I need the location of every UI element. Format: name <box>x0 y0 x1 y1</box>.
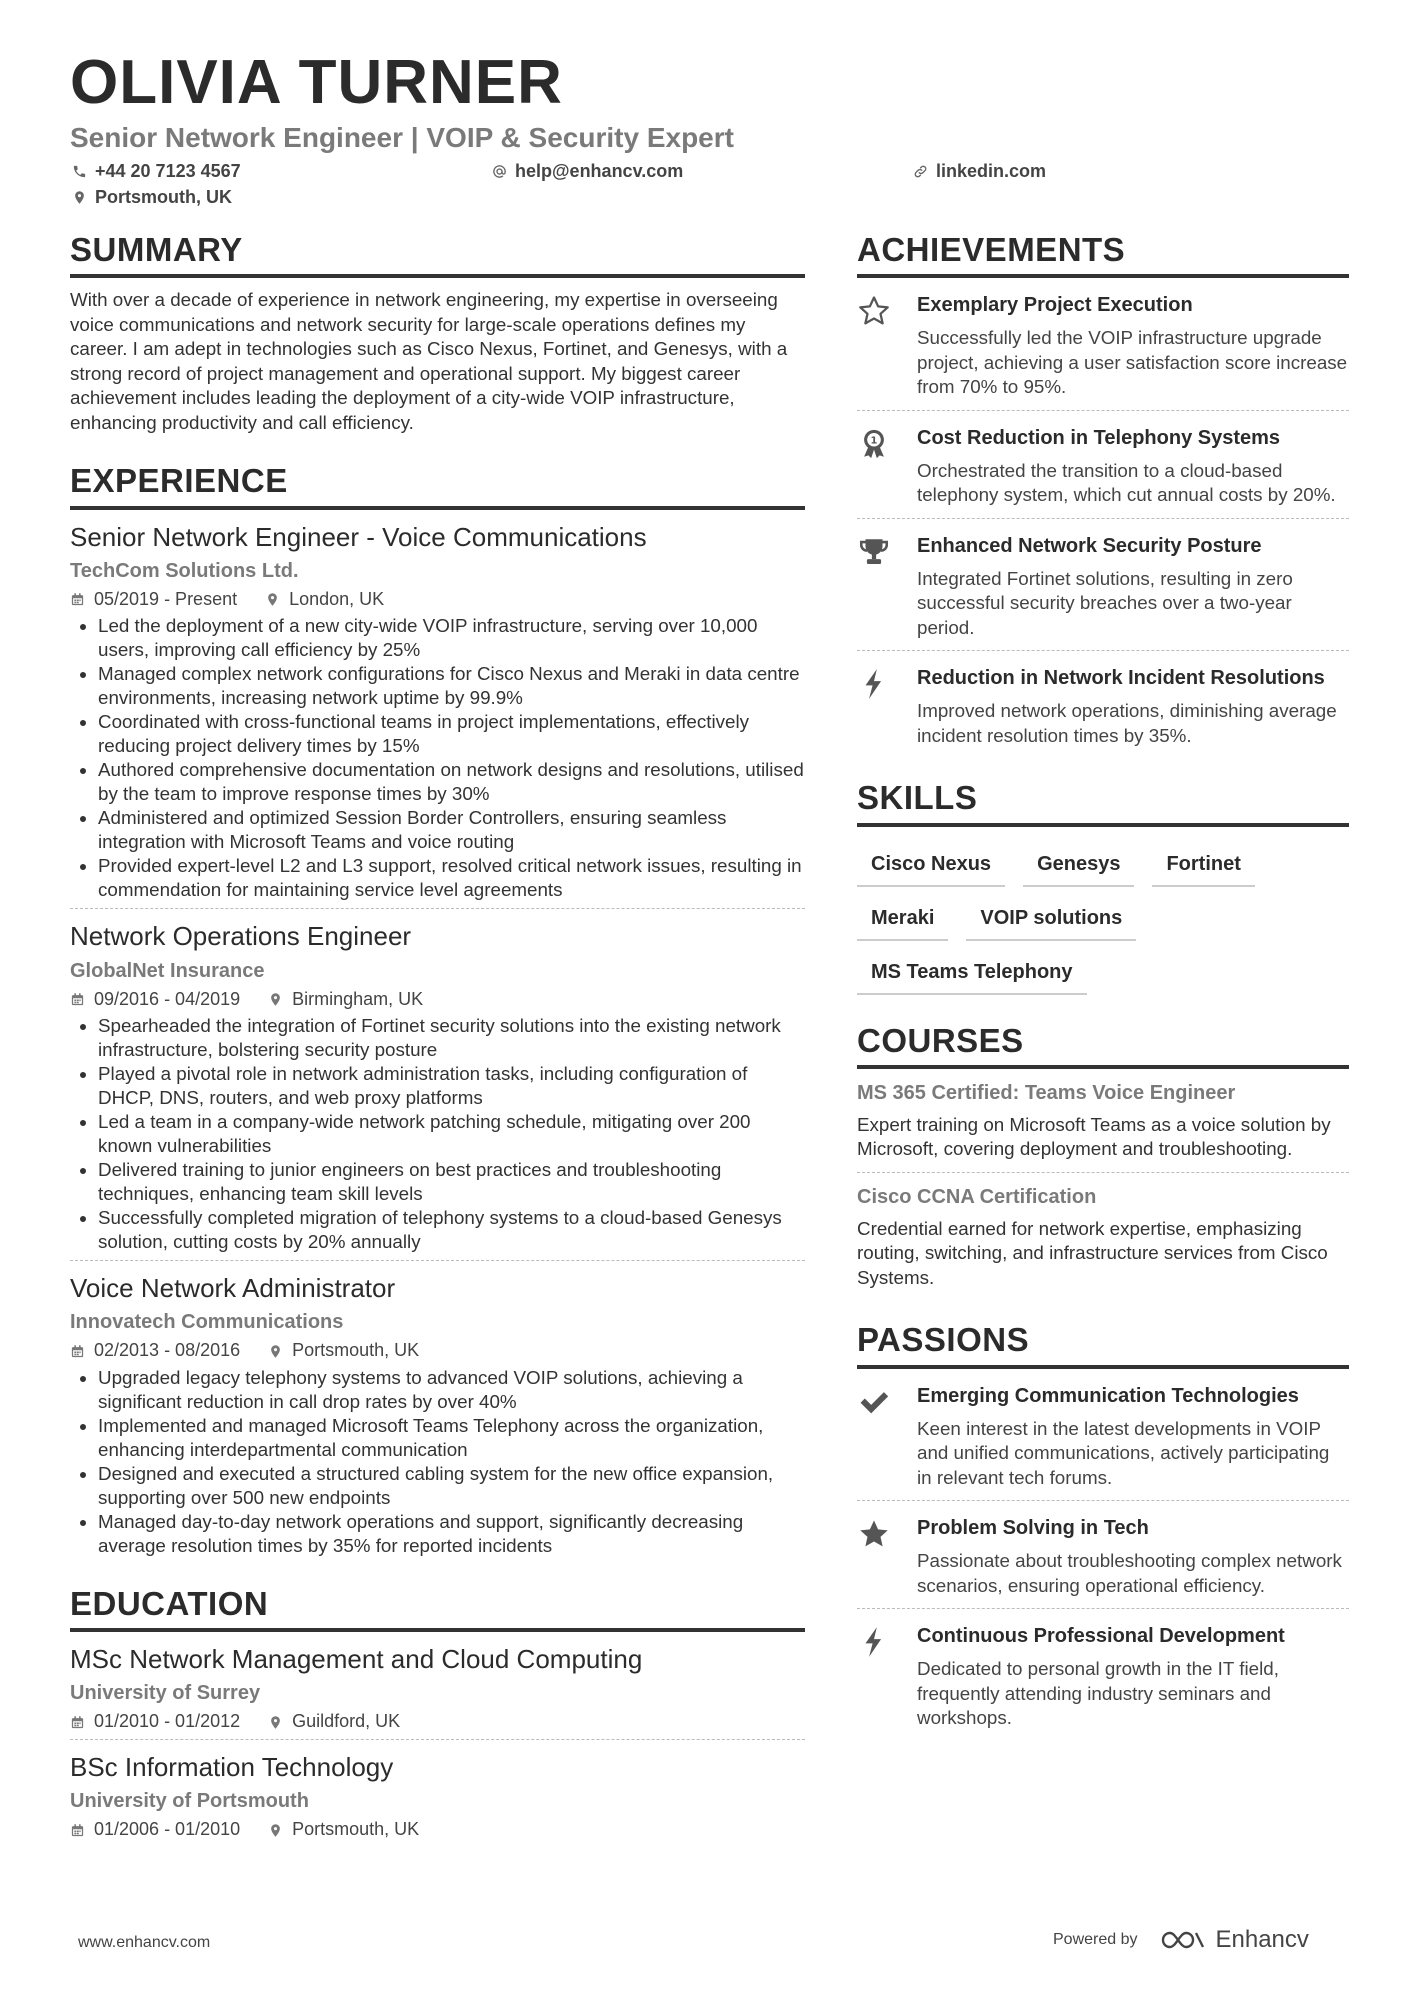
item-title: Cost Reduction in Telephony Systems <box>917 426 1281 449</box>
summary-text: With over a decade of experience in network engineering, my expertise in overseeing voice communications and network security for large-scale operations defines my career. I am adept in technologies such as Cisco Nexus, Fortinet, and Genesys, with a strong record of project management and operational support. My biggest career achievement includes leading the deployment of a city-wide VOIP infrastructure, enhancing productivity and call efficiency. <box>70 289 788 433</box>
courses-list <box>857 1069 1349 1301</box>
candidate-headline: Senior Network Engineer | VOIP & Security Expert <box>70 122 734 153</box>
item-title: Emerging Communication Technologies <box>917 1384 1299 1407</box>
phone-icon <box>72 164 87 179</box>
item-description: Keen interest in the latest developments in VOIP and unified communications, actively participating in relevant tech forums. <box>917 1417 1330 1488</box>
education-title: EDUCATION <box>70 1586 805 1632</box>
course-item <box>857 1069 1349 1173</box>
item-icon <box>857 1515 901 1598</box>
bullet-item: • Designed and executed a structured cabling system for the new office expansion, supporting over 500 new endpoints <box>98 1462 805 1510</box>
skill-tag: MS Teams Telephony <box>857 947 1087 995</box>
location-pin-icon <box>268 1344 283 1359</box>
date-text: 01/2006 - 01/2010 <box>94 1819 241 1840</box>
calendar-icon <box>70 1823 85 1838</box>
date-text: 01/2010 - 01/2012 <box>94 1711 241 1732</box>
calendar-icon <box>70 1715 85 1730</box>
item-description: Improved network operations, diminishing average incident resolution times by 35%. <box>917 700 1337 746</box>
location <box>268 989 423 1011</box>
calendar-icon <box>70 992 85 1007</box>
location-pin-icon <box>268 1715 283 1730</box>
experience-list <box>70 510 805 1564</box>
item-body <box>901 533 1349 641</box>
item-icon <box>857 533 901 641</box>
star-outline-icon <box>857 294 891 328</box>
passion-item <box>857 1501 1349 1609</box>
lightning-bolt-icon <box>857 667 891 701</box>
company-name: GlobalNet Insurance <box>70 959 265 982</box>
email-text: help@enhancv.com <box>515 161 684 181</box>
job-bullets <box>70 1366 805 1558</box>
location-pin-icon <box>265 592 280 607</box>
phone-text: +44 20 7123 4567 <box>95 161 241 181</box>
school-name: University of Portsmouth <box>70 1790 309 1813</box>
bullet-item: • Administered and optimized Session Border Controllers, ensuring seamless integration with Microsoft Teams and voice routing <box>98 806 805 854</box>
item-icon <box>857 665 901 748</box>
skill-tag: Cisco Nexus <box>857 839 1005 887</box>
bullet-item: • Played a pivotal role in network administration tasks, including configuration of DHCP, DNS, routers, and web proxy platforms <box>98 1062 805 1110</box>
left-column <box>70 232 805 1847</box>
item-title: Exemplary Project Execution <box>917 294 1193 317</box>
item-icon <box>857 1383 901 1491</box>
item-title: Enhanced Network Security Posture <box>917 534 1262 557</box>
item-body <box>901 425 1349 508</box>
location-text: Guildford, UK <box>292 1711 401 1732</box>
degree-title: BSc Information Technology <box>70 1752 394 1783</box>
meta-row <box>70 589 805 611</box>
candidate-name: OLIVIA TURNER <box>70 48 563 117</box>
education-section <box>70 1586 805 1847</box>
location <box>268 1819 419 1841</box>
course-description: Expert training on Microsoft Teams as a voice solution by Microsoft, covering deployment and troubleshooting. <box>857 1113 1331 1160</box>
item-icon <box>857 292 901 400</box>
date-text: 02/2013 - 08/2016 <box>94 1340 241 1361</box>
achievement-item <box>857 651 1349 758</box>
meta-row <box>70 1819 805 1841</box>
degree-title: MSc Network Management and Cloud Computing <box>70 1644 643 1675</box>
item-description: Orchestrated the transition to a cloud-based telephony system, which cut annual costs by 20%. <box>917 459 1336 506</box>
meta-row <box>70 1711 805 1733</box>
checkmark-icon <box>857 1385 891 1419</box>
education-list <box>70 1632 805 1847</box>
contact-phone <box>72 162 241 180</box>
location-text: Birmingham, UK <box>292 988 424 1009</box>
date-text: 09/2016 - 04/2019 <box>94 988 241 1009</box>
lightning-bolt-icon <box>857 1625 891 1659</box>
achievements-section <box>857 232 1349 758</box>
course-title: Cisco CCNA Certification <box>857 1185 1097 1208</box>
achievement-item <box>857 519 1349 652</box>
skill-tag: Genesys <box>1023 839 1134 887</box>
courses-title: COURSES <box>857 1023 1349 1069</box>
bullet-item: • Provided expert-level L2 and L3 support, resolved critical network issues, resulting in commendation for maintaining service level agreements <box>98 854 805 902</box>
bullet-item: • Managed complex network configurations for Cisco Nexus and Meraki in data centre environments, increasing network uptime by 99.9% <box>98 662 805 710</box>
item-body <box>901 665 1349 748</box>
bullet-item: • Upgraded legacy telephony systems to advanced VOIP solutions, achieving a significant reduction in call drop rates by over 40% <box>98 1366 805 1414</box>
bullet-item: • Coordinated with cross-functional teams in project implementations, effectively reducing project delivery times by 15% <box>98 710 805 758</box>
job-bullets <box>70 1014 805 1254</box>
experience-section <box>70 463 805 1564</box>
item-title: Problem Solving in Tech <box>917 1517 1149 1540</box>
date-range <box>70 589 237 611</box>
summary-title: SUMMARY <box>70 232 805 278</box>
date-range <box>70 989 240 1011</box>
job-entry <box>70 909 805 1261</box>
skills-list <box>857 833 1349 995</box>
linkedin-text: linkedin.com <box>936 161 1047 181</box>
item-icon <box>857 1623 901 1731</box>
location-pin-icon <box>268 992 283 1007</box>
at-sign-icon <box>492 164 507 179</box>
achievement-item <box>857 278 1349 411</box>
calendar-icon <box>70 592 85 607</box>
bullet-item: • Led the deployment of a new city-wide VOIP infrastructure, serving over 10,000 users, improving call efficiency by 25% <box>98 614 805 662</box>
item-icon <box>857 425 901 508</box>
enhancv-logo[interactable] <box>1160 1926 1309 1954</box>
location-text: Portsmouth, UK <box>95 187 232 207</box>
passions-list <box>857 1369 1349 1741</box>
contact-linkedin[interactable] <box>913 162 1046 180</box>
award-ribbon-icon <box>857 427 891 461</box>
location <box>268 1711 400 1733</box>
course-title: MS 365 Certified: Teams Voice Engineer <box>857 1081 1236 1104</box>
passions-section <box>857 1322 1349 1740</box>
location <box>265 589 384 611</box>
location-text: Portsmouth, UK <box>292 1340 420 1361</box>
skills-section <box>857 780 1349 994</box>
achievement-item <box>857 411 1349 519</box>
achievements-title: ACHIEVEMENTS <box>857 232 1349 278</box>
bullet-item: • Managed day-to-day network operations and support, significantly decreasing average resolution times by 35% for reported incidents <box>98 1510 805 1558</box>
enhancv-logo-icon <box>1160 1929 1206 1951</box>
skill-tag: Fortinet <box>1152 839 1254 887</box>
location-pin-icon <box>268 1823 283 1838</box>
location-text: London, UK <box>289 588 385 609</box>
brand-text: Enhancv <box>1215 1926 1309 1953</box>
skills-title: SKILLS <box>857 780 1349 826</box>
education-entry <box>70 1740 805 1847</box>
item-description: Passionate about troubleshooting complex network scenarios, ensuring operational efficiency. <box>917 1550 1342 1596</box>
course-description: Credential earned for network expertise, emphasizing routing, switching, and infrastructure services from Cisco Systems. <box>857 1217 1328 1288</box>
job-title: Voice Network Administrator <box>70 1273 396 1304</box>
date-range <box>70 1711 240 1733</box>
bullet-item: • Led a team in a company-wide network patching schedule, mitigating over 200 known vulnerabilities <box>98 1110 805 1158</box>
bullet-item: • Delivered training to junior engineers on best practices and troubleshooting techniques, enhancing team skill levels <box>98 1158 805 1206</box>
job-title: Network Operations Engineer <box>70 921 412 952</box>
svg-text:1: 1 <box>870 435 878 447</box>
footer-brand <box>1053 1926 1309 1954</box>
item-description: Dedicated to personal growth in the IT field, frequently attending industry seminars and workshops. <box>917 1658 1279 1729</box>
right-column <box>857 232 1349 1741</box>
passion-item <box>857 1609 1349 1741</box>
contact-email[interactable] <box>492 162 683 180</box>
item-title: Reduction in Network Incident Resolutions <box>917 667 1325 690</box>
item-title: Continuous Professional Development <box>917 1625 1285 1648</box>
course-item <box>857 1173 1349 1301</box>
achievements-list <box>857 278 1349 758</box>
location-text: Portsmouth, UK <box>292 1819 420 1840</box>
contact-location <box>72 188 232 206</box>
item-description: Integrated Fortinet solutions, resulting in zero successful security breaches over a two-year period. <box>917 567 1293 638</box>
summary-section <box>70 232 805 435</box>
location-pin-icon <box>72 190 87 205</box>
footer-website[interactable]: www.enhancv.com <box>78 1934 211 1951</box>
courses-section <box>857 1023 1349 1301</box>
bullet-item: • Authored comprehensive documentation on network designs and resolutions, utilised by the team to improve response times by 30% <box>98 758 805 806</box>
education-entry <box>70 1632 805 1740</box>
date-text: 05/2019 - Present <box>94 588 238 609</box>
skill-tag: VOIP solutions <box>966 893 1136 941</box>
job-title: Senior Network Engineer - Voice Communications <box>70 521 647 552</box>
passion-item <box>857 1369 1349 1502</box>
trophy-icon <box>857 535 891 569</box>
item-description: Successfully led the VOIP infrastructure upgrade project, achieving a user satisfaction score increase from 70% to 95%. <box>917 327 1348 398</box>
item-body <box>901 1515 1349 1598</box>
meta-row <box>70 989 805 1011</box>
skill-tag: Meraki <box>857 893 948 941</box>
bullet-item: • Successfully completed migration of telephony systems to a cloud-based Genesys solution, cutting costs by 20% annually <box>98 1206 805 1254</box>
job-entry <box>70 1261 805 1564</box>
meta-row <box>70 1340 805 1362</box>
powered-by-text: Powered by <box>1053 1931 1138 1948</box>
date-range <box>70 1819 240 1841</box>
experience-title: EXPERIENCE <box>70 463 805 509</box>
passions-title: PASSIONS <box>857 1322 1349 1368</box>
job-entry <box>70 510 805 910</box>
company-name: TechCom Solutions Ltd. <box>70 559 299 582</box>
bullet-item: • Implemented and managed Microsoft Teams Telephony across the organization, enhancing interdepartmental communication <box>98 1414 805 1462</box>
company-name: Innovatech Communications <box>70 1311 344 1334</box>
bullet-item: • Spearheaded the integration of Fortinet security solutions into the existing network infrastructure, bolstering security posture <box>98 1014 805 1062</box>
school-name: University of Surrey <box>70 1682 261 1705</box>
job-bullets <box>70 614 805 902</box>
star-filled-icon <box>857 1517 891 1551</box>
calendar-icon <box>70 1344 85 1359</box>
link-icon <box>913 164 928 179</box>
item-body <box>901 1623 1349 1731</box>
location <box>268 1340 419 1362</box>
item-body <box>901 1383 1349 1491</box>
date-range <box>70 1340 240 1362</box>
item-body <box>901 292 1349 400</box>
